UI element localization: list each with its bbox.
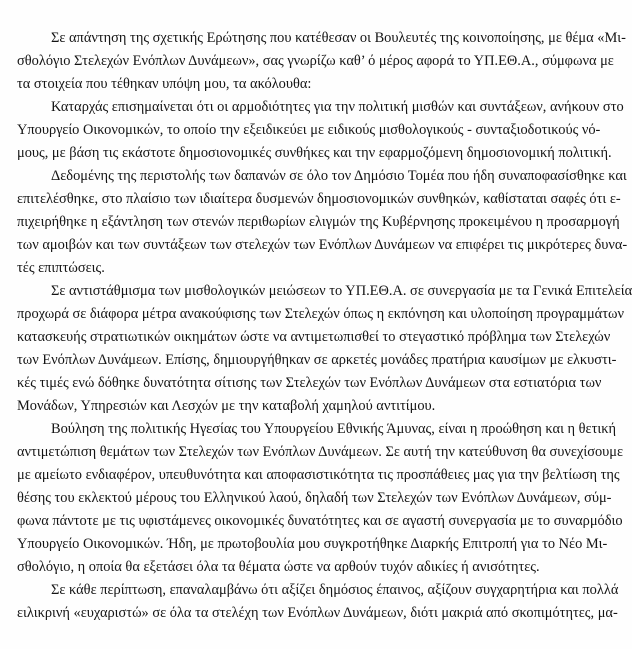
text-line: ειλικρινή «ευχαριστώ» σε όλα τα στελέχη των Ενόπλων Δυνάμεων, διότι μακριά από σκοπιμότητες, μα-: [17, 605, 618, 621]
text-line: προχωρά σε διάφορα μέτρα ανακούφισης των Στελεχών όπως η εκπόνηση και υλοποίηση προγραμμάτων: [17, 306, 624, 322]
text-line: Υπουργείο Οικονομικών, το οποίο την εξειδικεύει με ειδικούς μισθολογικούς - συνταξιοδοτικούς νό-: [17, 122, 601, 138]
text-line: τα στοιχεία που τέθηκαν υπόψη μου, τα ακόλουθα:: [17, 76, 312, 92]
text-line: κές τιμές ενώ δόθηκε δυνατότητα σίτισης των Στελεχών των Ενόπλων Δυνάμεων στα εστιατόρια των: [17, 375, 602, 391]
text-line: Καταρχάς επισημαίνεται ότι οι αρμοδιότητες για την πολιτική μισθών και συντάξεων, ανήκουν στο: [51, 99, 624, 115]
text-line: των Ενόπλων Δυνάμεων. Επίσης, δημιουργήθηκαν σε αρκετές μονάδες πρατήρια καυσίμων με ελκυστι-: [17, 352, 617, 368]
text-line: Σε απάντηση της σχετικής Ερώτησης που κατέθεσαν οι Βουλευτές της κοινοποίησης, με θέμα «Μι-: [51, 30, 626, 46]
text-line: Υπουργείο Οικονομικών. Ήδη, με πρωτοβουλία μου συγκροτήθηκε Διαρκής Επιτροπή για το Νέο Μι-: [17, 536, 608, 552]
text-line: Σε κάθε περίπτωση, επαναλαμβάνω ότι αξίζει δημόσιος έπαινος, αξίζουν συγχαρητήρια και πολλά: [51, 582, 619, 598]
text-line: επιτελέσθηκε, στο πλαίσιο των ιδιαίτερα δυσμενών δημοσιονομικών συνθηκών, καθίσταται σαφές ότι ε-: [17, 191, 621, 207]
text-line: Σε αντιστάθμισμα των μισθολογικών μειώσεων το ΥΠ.ΕΘ.Α. σε συνεργασία με τα Γενικά Επιτελεία: [51, 283, 632, 299]
text-line: κατασκευής στρατιωτικών οικημάτων ώστε να αντιμετωπισθεί το στεγαστικό πρόβλημα των Στελεχών: [17, 329, 611, 345]
text-line: πιχειρήθηκε η εξάντληση των στενών περιθωρίων ελιγμών της Κυβέρνησης προκειμένου η προσαρμογή: [17, 214, 620, 230]
text-line: Μονάδων, Υπηρεσιών και Λεσχών με την καταβολή χαμηλού αντιτίμου.: [17, 398, 436, 414]
text-line: σθολόγιο, η οποία θα εξετάσει όλα τα θέματα ώστε να αρθούν τυχόν αδικίες ή ανισότητες.: [17, 559, 540, 575]
text-line: φωνα πάντοτε με τις υφιστάμενες οικονομικές δυνατότητες και σε αγαστή συνεργασία με το συναρμόδιο: [17, 513, 623, 529]
text-line: τές επιπτώσεις.: [17, 260, 105, 276]
text-line: αντιμετώπιση θεμάτων των Στελεχών των Ενόπλων Δυνάμεων. Σε αυτή την κατεύθυνση θα συνεχίσουμε: [17, 444, 624, 460]
text-line: Δεδομένης της περιστολής των δαπανών σε όλο τον Δημόσιο Τομέα που ήδη συναποφασίσθηκε και: [51, 168, 627, 184]
text-line: θέσης του εκλεκτού μέρους του Ελληνικού λαού, δηλαδή των Στελεχών των Ενόπλων Δυνάμεων, σύμ-: [17, 490, 612, 506]
text-line: Βούληση της πολιτικής Ηγεσίας του Υπουργείου Εθνικής Άμυνας, είναι η προώθηση και η θετική: [51, 421, 617, 437]
text-line: μους, με βάση τις εκάστοτε δημοσιονομικές συνθήκες και την εφαρμοζόμενη δημοσιονομική πολιτική.: [17, 145, 612, 161]
text-line: σθολόγιο Στελεχών Ενόπλων Δυνάμεων», σας γνωρίζω καθ’ ό μέρος αφορά το ΥΠ.ΕΘ.Α., σύμφωνα με: [17, 53, 614, 69]
text-line: των αμοιβών και των συντάξεων των στελεχών των Ενόπλων Δυνάμεων να επιφέρει τις μικρότερες δυνα-: [17, 237, 628, 253]
text-line: με αμείωτο ενδιαφέρον, υπευθυνότητα και αποφασιστικότητα τις προσπάθειες μας για την βελτίωση της: [17, 467, 620, 483]
